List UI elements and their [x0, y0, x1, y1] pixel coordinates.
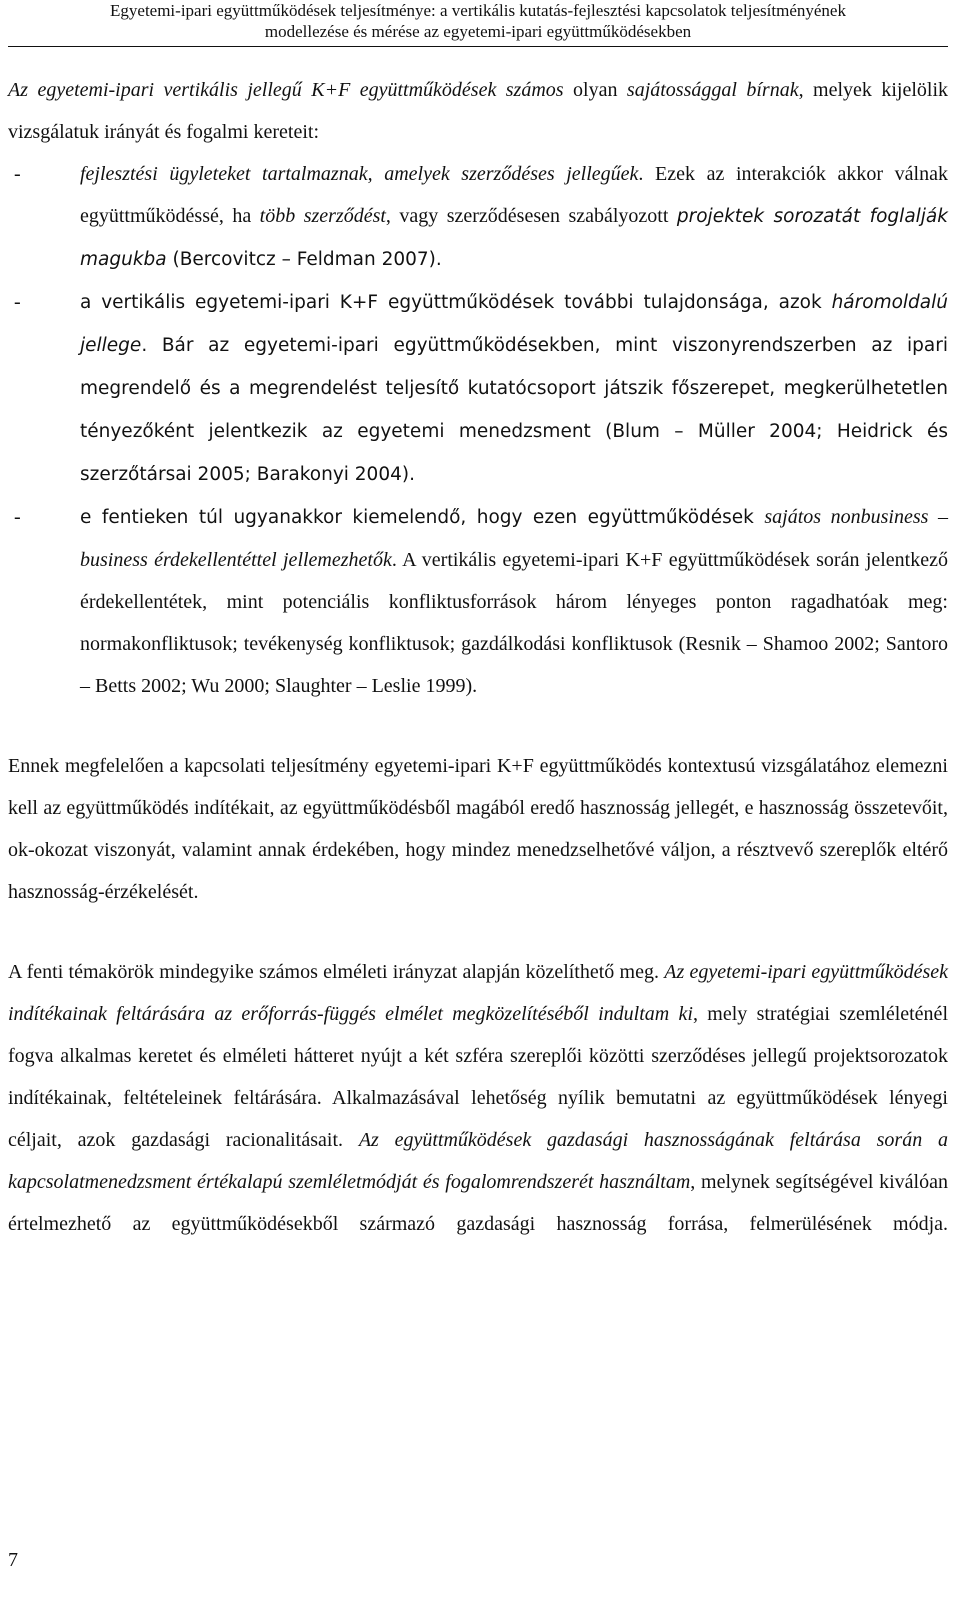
intro-text-2: , melyek kijelölik vizsgálatuk irányát és fogalmi kereteit:	[8, 79, 949, 143]
item3-emphasis-1: sajátos nonbusiness – business érdekellentéttel jellemezhetők	[80, 506, 948, 571]
list-dash: -	[14, 506, 21, 528]
running-header-line-1: Egyetemi-ipari együttműködések teljesítménye: a vertikális kutatás-fejlesztési kapcsolatok teljesítményének	[110, 1, 846, 20]
list-dash: -	[14, 291, 21, 313]
item1-emphasis-3: projektek sorozatát foglalják magukba	[80, 206, 948, 270]
item2-emphasis-1: háromoldalú jellege	[80, 292, 948, 356]
theory-text-3: , melynek segítségével kiválóan értelmezhető az együttműködésekből származó gazdasági hasznosság forrása, felmerülésének módja.	[8, 1171, 948, 1235]
characteristics-list	[8, 153, 948, 707]
item3-text-2: . A vertikális egyetemi-ipari K+F együttműködések során jelentkező érdekellentétek, mint potenciális konfliktusforrások három lényeges ponton ragadhatóak meg: normakonfliktusok; tevékenység konfliktusok; gazdálkodási konfliktusok (Resnik – Shamoo 2002; Santoro – Betts 2002; Wu 2000; Slaughter – Leslie 1999).	[80, 549, 948, 697]
item1-emphasis-1: fejlesztési ügyleteket tartalmaznak, amelyek szerződéses jellegűek	[80, 163, 639, 185]
intro-emphasis-1: Az egyetemi-ipari vertikális jellegű K+F együttműködések számos	[8, 79, 564, 101]
context-paragraph: Ennek megfelelően a kapcsolati teljesítmény egyetemi-ipari K+F együttműködés kontextusú vizsgálatához elemezni kell az együttműködés indítékait, az együttműködésből magából eredő hasznosság jellegét, e hasznosság összetevőit, ok-okozat viszonyát, valamint annak érdekében, hogy mindez menedzselhetővé váljon, a résztvevő szereplők eltérő hasznosság-érzékelését.	[8, 755, 948, 903]
item1-text-2: , vagy szerződésesen szabályozott	[385, 205, 677, 227]
list-item	[8, 496, 948, 707]
body-text	[8, 69, 948, 1245]
theory-paragraph	[8, 951, 948, 1245]
theory-emphasis-1: Az egyetemi-ipari együttműködések indítékainak feltárására az erőforrás-függés elmélet megközelítéséből indultam ki	[8, 961, 948, 1025]
intro-paragraph	[8, 69, 948, 153]
running-header	[8, 0, 948, 47]
item3-text-1: e fentieken túl ugyanakkor kiemelendő, hogy ezen együttműködések	[80, 507, 765, 528]
list-item	[8, 153, 948, 281]
intro-text-1: olyan	[563, 79, 627, 101]
item1-emphasis-2: több szerződést	[259, 205, 386, 227]
theory-emphasis-2: Az együttműködések gazdasági hasznosságának feltárása során a kapcsolatmenedzsment értékalapú szemléletmódját és fogalomrendszerét használtam	[8, 1129, 948, 1193]
item2-text-1: a vertikális egyetemi-ipari K+F együttműködések további tulajdonsága, azok	[80, 292, 832, 313]
theory-text-2: , mely stratégiai szemléleténél fogva alkalmas keretet és elméleti hátteret nyújt a két szféra szereplői közötti szerződéses jellegű projektsorozatok indítékainak, feltételeinek feltárására. Alkalmazásával lehetőség nyílik bemutatni az együttműködések lényegi céljait, azok gazdasági racionalitásait.	[8, 1003, 948, 1151]
list-item	[8, 281, 948, 496]
list-dash: -	[14, 163, 21, 185]
item1-citation: (Bercovitcz – Feldman 2007).	[166, 249, 442, 270]
page-number: 7	[8, 1549, 18, 1571]
theory-text-1: A fenti témakörök mindegyike számos elméleti irányzat alapján közelíthető meg.	[8, 961, 665, 983]
running-header-line-2: modellezése és mérése az egyetemi-ipari együttműködésekben	[264, 22, 692, 41]
item1-text-1: . Ezek az interakciók akkor válnak együttműködéssé, ha	[80, 163, 948, 227]
intro-emphasis-2: sajátossággal bírnak	[626, 79, 799, 101]
item2-text-2: . Bár az egyetemi-ipari együttműködésekben, mint viszonyrendszerben az ipari megrendelő és a megrendelést teljesítő kutatócsoport játszik főszerepet, megkerülhetetlen tényezőként jelentkezik az egyetemi menedzsment (Blum – Müller 2004; Heidrick és szerzőtársai 2005; Barakonyi 2004).	[80, 335, 948, 485]
